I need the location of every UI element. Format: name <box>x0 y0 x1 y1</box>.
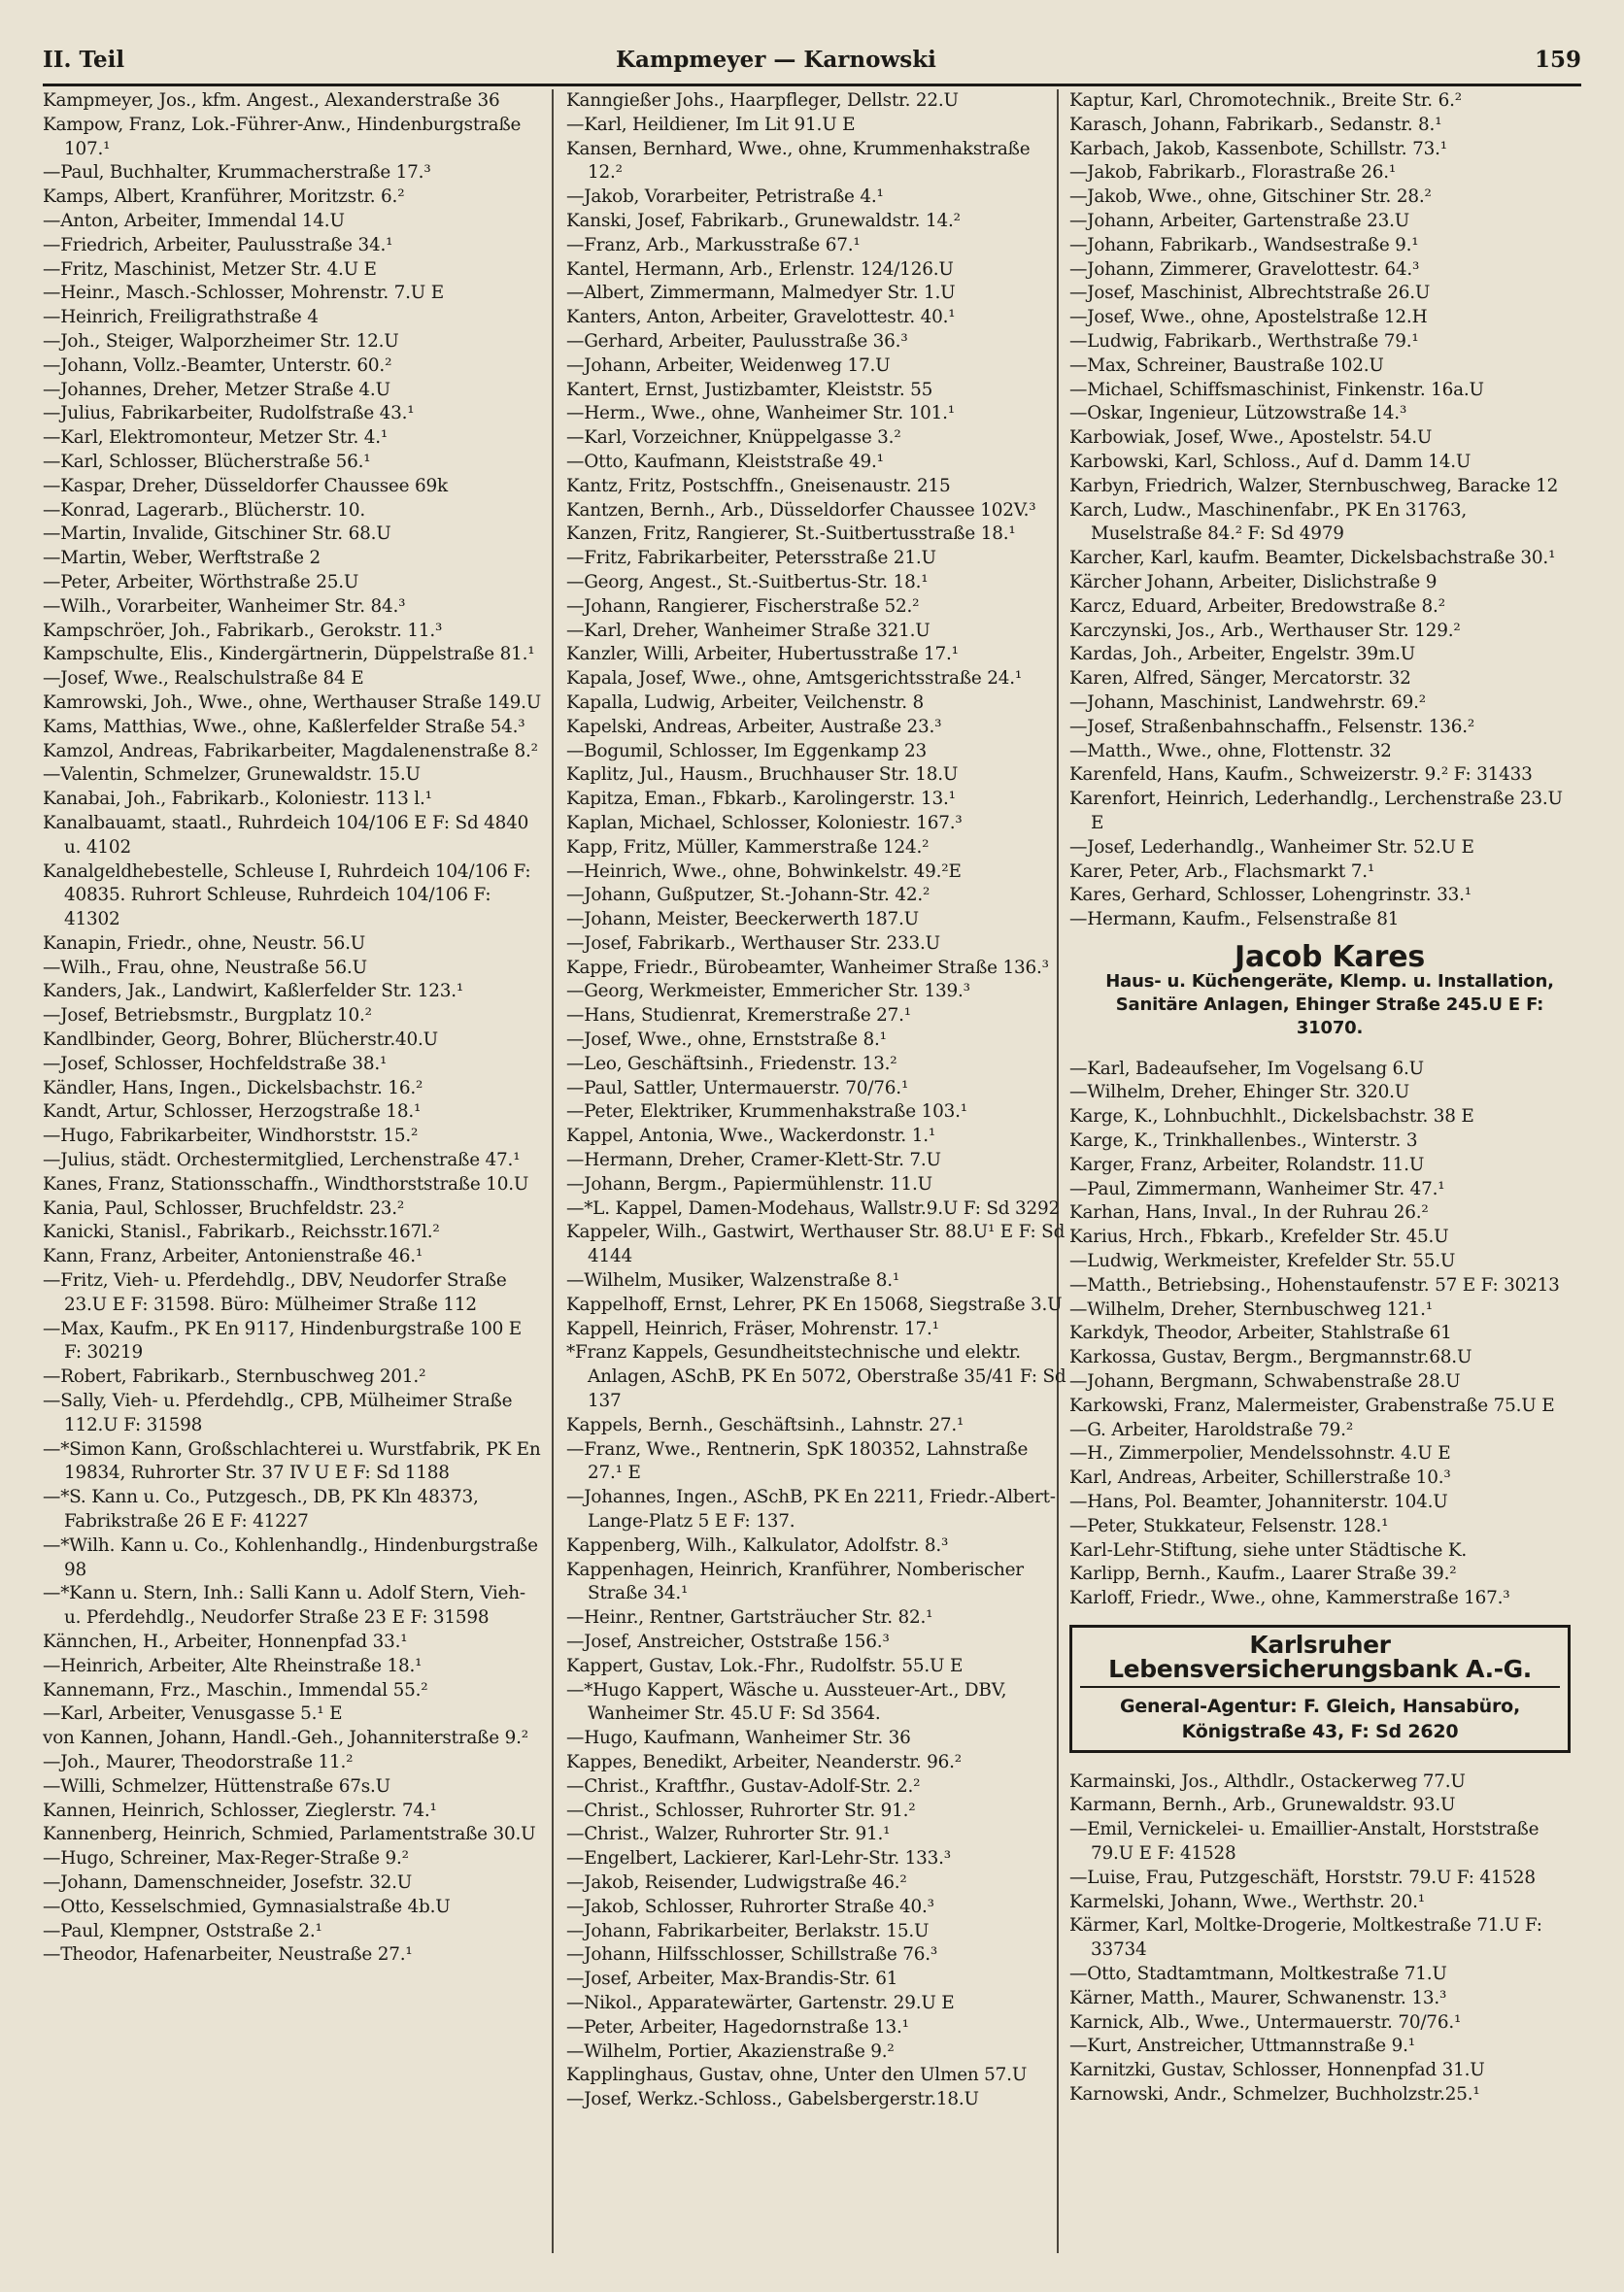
directory-entry: Karbowski, Karl, Schloss., Auf d. Damm 14.U <box>1069 451 1472 472</box>
directory-entry: —Johann, Arbeiter, Weidenweg 17.U <box>566 354 891 376</box>
advert-karlsruher <box>1069 1625 1571 1753</box>
directory-entry: Karloff, Friedr., Wwe., ohne, Kammerstraße 167.³ <box>1069 1588 1510 1609</box>
directory-entry: —Johann, Maschinist, Landwehrstr. 69.² <box>1069 691 1426 713</box>
directory-entry: —Johann, Meister, Beeckerwerth 187.U <box>566 909 919 930</box>
directory-entry: —Paul, Zimmermann, Wanheimer Str. 47.¹ <box>1069 1178 1445 1199</box>
directory-entry: —Christ., Kraftfhr., Gustav-Adolf-Str. 2.² <box>566 1775 921 1797</box>
directory-entry: Kann, Franz, Arbeiter, Antonienstraße 46.¹ <box>43 1246 423 1267</box>
directory-entry: Kärmer, Karl, Moltke-Drogerie, Moltkestraße 71.U F: 33734 <box>1069 1915 1542 1961</box>
directory-entry: Kamrowski, Joh., Wwe., ohne, Werthauser Straße 149.U <box>43 691 542 713</box>
column-1 <box>43 89 544 2273</box>
directory-entry: Karius, Hrch., Fbkarb., Krefelder Str. 45.U <box>1069 1227 1449 1248</box>
directory-entry: —Hugo, Schreiner, Max-Reger-Straße 9.² <box>43 1848 409 1870</box>
directory-entry: —Johann, Zimmerer, Gravelottestr. 64.³ <box>1069 258 1420 280</box>
directory-entry: Kanalbauamt, staatl., Ruhrdeich 104/106 E F: Sd 4840 u. 4102 <box>43 812 529 858</box>
directory-entry: —Valentin, Schmelzer, Grunewaldstr. 15.U <box>43 764 421 786</box>
directory-entry: —Jakob, Schlosser, Ruhrorter Straße 40.³ <box>566 1896 934 1917</box>
directory-entry: —Heinrich, Freiligrathstraße 4 <box>43 307 319 328</box>
directory-entry: Kanicki, Stanisl., Fabrikarb., Reichsstr.167l.² <box>43 1222 440 1243</box>
directory-entry: Kanapin, Friedr., ohne, Neustr. 56.U <box>43 932 366 954</box>
directory-entry: —Franz, Arb., Markusstraße 67.¹ <box>566 234 861 255</box>
directory-entry: Karbyn, Friedrich, Walzer, Sternbuschweg, Baracke 12 <box>1069 475 1559 496</box>
directory-entry: —Luise, Frau, Putzgeschäft, Horststr. 79.U F: 41528 <box>1069 1867 1536 1888</box>
directory-entry: —Matth., Betriebsing., Hohenstaufenstr. 57 E F: 30213 <box>1069 1274 1560 1296</box>
directory-entry: —Johann, Fabrikarb., Wandsestraße 9.¹ <box>1069 234 1419 255</box>
directory-entry: —Fritz, Maschinist, Metzer Str. 4.U E <box>43 258 377 280</box>
directory-entry: Kams, Matthias, Wwe., ohne, Kaßlerfelder Straße 54.³ <box>43 716 525 737</box>
header-section-label: II. Teil <box>43 47 125 73</box>
directory-entry: Kanders, Jak., Landwirt, Kaßlerfelder Str. 123.¹ <box>43 981 464 1002</box>
advert-jacob-kares <box>1089 939 1571 1040</box>
directory-entry: —Friedrich, Arbeiter, Paulusstraße 34.¹ <box>43 234 393 255</box>
directory-entry: —Josef, Werkz.-Schloss., Gabelsbergerstr.18.U <box>566 2089 979 2110</box>
directory-entry: Karmelski, Johann, Wwe., Werthstr. 20.¹ <box>1069 1891 1425 1912</box>
directory-entry: —Johannes, Ingen., ASchB, PK En 2211, Friedr.-Albert-Lange-Platz 5 E F: 137. <box>566 1487 1056 1533</box>
directory-entry: —Engelbert, Lackierer, Karl-Lehr-Str. 133.³ <box>566 1848 951 1870</box>
directory-entry: —Josef, Wwe., Realschulstraße 84 E <box>43 668 364 690</box>
directory-entry: Kärner, Matth., Maurer, Schwanenstr. 13.³ <box>1069 1987 1447 2008</box>
directory-entry: —Johann, Bergmann, Schwabenstraße 28.U <box>1069 1371 1461 1393</box>
advert-karlsruher-name: Karlsruher Lebensversicherungsbank A.-G. <box>1080 1634 1560 1688</box>
directory-entry: Kanters, Anton, Arbeiter, Gravelottestr. 40.¹ <box>566 307 956 328</box>
directory-entry: —Karl, Schlosser, Blücherstraße 56.¹ <box>43 451 371 472</box>
header-rule <box>43 84 1581 86</box>
directory-entry: —Paul, Klempner, Oststraße 2.¹ <box>43 1920 322 1941</box>
directory-entry: Kantert, Ernst, Justizbamter, Kleiststr. 55 <box>566 379 933 400</box>
directory-entry: —Matth., Wwe., ohne, Flottenstr. 32 <box>1069 740 1392 761</box>
directory-entry: Kappert, Gustav, Lok.-Fhr., Rudolfstr. 55.U E <box>566 1655 964 1676</box>
directory-entry: Kannenberg, Heinrich, Schmied, Parlamentstraße 30.U <box>43 1824 536 1845</box>
directory-entry: Kappels, Bernh., Geschäftsinh., Lahnstr. 27.¹ <box>566 1414 964 1435</box>
column-3-entries-bottom <box>1069 1770 1571 2107</box>
directory-entry: —Jakob, Reisender, Ludwigstraße 46.² <box>566 1871 907 1893</box>
directory-entry: Karl, Andreas, Arbeiter, Schillerstraße 10.³ <box>1069 1467 1451 1489</box>
page-header <box>43 47 1581 85</box>
directory-entry: —Johann, Arbeiter, Gartenstraße 23.U <box>1069 210 1410 231</box>
directory-entry: Kanzen, Fritz, Rangierer, St.-Suitbertusstraße 18.¹ <box>566 523 1016 545</box>
directory-entry: —Max, Kaufm., PK En 9117, Hindenburgstraße 100 E F: 30219 <box>43 1318 522 1364</box>
directory-entry: —Albert, Zimmermann, Malmedyer Str. 1.U <box>566 283 956 304</box>
directory-entry: —Johann, Rangierer, Fischerstraße 52.² <box>566 595 920 617</box>
directory-entry: Karenfort, Heinrich, Lederhandlg., Lerchenstraße 23.U E <box>1069 789 1563 833</box>
directory-entry: —Julius, städt. Orchestermitglied, Lerchenstraße 47.¹ <box>43 1150 521 1171</box>
column-divider-1 <box>552 89 554 2253</box>
directory-entry: Kampow, Franz, Lok.-Führer-Anw., Hindenburgstraße 107.¹ <box>43 114 522 159</box>
directory-entry: Karkdyk, Theodor, Arbeiter, Stahlstraße 61 <box>1069 1323 1452 1344</box>
directory-entry: —Georg, Angest., St.-Suitbertus-Str. 18.¹ <box>566 571 929 592</box>
directory-entry: Kanski, Josef, Fabrikarb., Grunewaldstr. 14.² <box>566 210 961 231</box>
directory-entry: Kaplan, Michael, Schlosser, Koloniestr. 167.³ <box>566 812 963 833</box>
directory-entry: —Fritz, Fabrikarbeiter, Petersstraße 21.U <box>566 548 936 569</box>
directory-entry: —Johann, Gußputzer, St.-Johann-Str. 42.² <box>566 885 930 906</box>
directory-entry: —*S. Kann u. Co., Putzgesch., DB, PK Kln 48373, Fabrikstraße 26 E F: 41227 <box>43 1487 479 1533</box>
page-number: 159 <box>1534 47 1581 73</box>
directory-entry: —Karl, Vorzeichner, Knüppelgasse 3.² <box>566 427 901 449</box>
directory-entry: Karger, Franz, Arbeiter, Rolandstr. 11.U <box>1069 1154 1425 1175</box>
directory-entry: —*L. Kappel, Damen-Modehaus, Wallstr.9.U F: Sd 3292 <box>566 1197 1060 1219</box>
directory-entry: —Michael, Schiffsmaschinist, Finkenstr. 16a.U <box>1069 379 1484 400</box>
directory-entry: —Johann, Fabrikarbeiter, Berlakstr. 15.U <box>566 1920 930 1941</box>
directory-entry: —Heinrich, Arbeiter, Alte Rheinstraße 18.¹ <box>43 1655 423 1676</box>
directory-entry: Kares, Gerhard, Schlosser, Lohengrinstr. 33.¹ <box>1069 885 1472 906</box>
directory-entry: Karmainski, Jos., Althdlr., Ostackerweg 77.U <box>1069 1770 1466 1792</box>
directory-entry: —Emil, Vernickelei- u. Emaillier-Anstalt, Horststraße 79.U E F: 41528 <box>1069 1819 1539 1864</box>
column-3-entries-top <box>1069 89 1571 932</box>
directory-entry: —Jakob, Fabrikarb., Florastraße 26.¹ <box>1069 162 1397 184</box>
column-3 <box>1069 89 1571 2273</box>
directory-entry: —*Hugo Kappert, Wäsche u. Aussteuer-Art., DBV, Wanheimer Str. 45.U F: Sd 3564. <box>566 1679 1007 1725</box>
directory-entry: —Joh., Maurer, Theodorstraße 11.² <box>43 1751 354 1772</box>
directory-entry: Karmann, Bernh., Arb., Grunewaldstr. 93.U <box>1069 1795 1456 1816</box>
directory-entry: Kanzler, Willi, Arbeiter, Hubertusstraße 17.¹ <box>566 644 959 665</box>
directory-entry: Kaplitz, Jul., Hausm., Bruchhauser Str. 18.U <box>566 764 959 786</box>
directory-entry: von Kannen, Johann, Handl.-Geh., Johanniterstraße 9.² <box>43 1728 528 1749</box>
directory-entry: —Josef, Wwe., ohne, Apostelstraße 12.H <box>1069 307 1428 328</box>
directory-entry: Kanes, Franz, Stationsschaffn., Windthorststraße 10.U <box>43 1173 529 1195</box>
directory-entry: Kanngießer Johs., Haarpfleger, Dellstr. 22.U <box>566 90 959 111</box>
directory-entry: Kapplinghaus, Gustav, ohne, Unter den Ulmen 57.U <box>566 2065 1028 2086</box>
directory-entry: —Julius, Fabrikarbeiter, Rudolfstraße 43.¹ <box>43 403 415 424</box>
directory-entry: —Hermann, Kaufm., Felsenstraße 81 <box>1069 909 1400 930</box>
directory-entry: Kapelski, Andreas, Arbeiter, Austraße 23.³ <box>566 716 942 737</box>
directory-entry: —Kaspar, Dreher, Düsseldorfer Chaussee 69k <box>43 475 448 496</box>
directory-entry: Kappenberg, Wilh., Kalkulator, Adolfstr. 8.³ <box>566 1534 949 1556</box>
directory-entry: Kantel, Hermann, Arb., Erlenstr. 124/126.U <box>566 258 954 280</box>
directory-entry: —Hans, Studienrat, Kremerstraße 27.¹ <box>566 1005 911 1027</box>
directory-entry: Karasch, Johann, Fabrikarb., Sedanstr. 8.¹ <box>1069 114 1442 135</box>
directory-entry: Karhan, Hans, Inval., In der Ruhrau 26.² <box>1069 1202 1429 1224</box>
directory-entry: Kändler, Hans, Ingen., Dickelsbachstr. 16.² <box>43 1077 423 1098</box>
directory-entry: —Anton, Arbeiter, Immendal 14.U <box>43 210 345 231</box>
directory-entry: —Josef, Betriebsmstr., Burgplatz 10.² <box>43 1005 372 1027</box>
directory-entry: —Johann, Hilfsschlosser, Schillstraße 76.³ <box>566 1944 938 1966</box>
directory-entry: —Nikol., Apparatewärter, Gartenstr. 29.U E <box>566 1992 955 2013</box>
directory-entry: —Fritz, Vieh- u. Pferdehdlg., DBV, Neudorfer Straße 23.U E F: 31598. Büro: Mülheimer Straße 112 <box>43 1270 507 1315</box>
directory-entry: Karge, K., Trinkhallenbes., Winterstr. 3 <box>1069 1130 1418 1152</box>
directory-entry: Karnowski, Andr., Schmelzer, Buchholzstr.25.¹ <box>1069 2083 1480 2105</box>
directory-entry: —Leo, Geschäftsinh., Friedenstr. 13.² <box>566 1053 897 1074</box>
directory-entry: Karbowiak, Josef, Wwe., Apostelstr. 54.U <box>1069 427 1433 449</box>
directory-entry: Karnitzki, Gustav, Schlosser, Honnenpfad 31.U <box>1069 2060 1485 2081</box>
advert-kares-name: Jacob Kares <box>1234 939 1425 974</box>
directory-entry: —Johann, Vollz.-Beamter, Unterstr. 60.² <box>43 354 392 376</box>
directory-entry: Karcher, Karl, kaufm. Beamter, Dickelsbachstraße 30.¹ <box>1069 548 1556 569</box>
directory-entry: —Johannes, Dreher, Metzer Straße 4.U <box>43 379 390 400</box>
directory-entry: Kappe, Friedr., Bürobeamter, Wanheimer Straße 136.³ <box>566 957 1049 978</box>
directory-entry: Karbach, Jakob, Kassenbote, Schillstr. 73.¹ <box>1069 138 1447 159</box>
directory-entry: Kapalla, Ludwig, Arbeiter, Veilchenstr. 8 <box>566 691 925 713</box>
directory-entry: Kampschulte, Elis., Kindergärtnerin, Düppelstraße 81.¹ <box>43 644 535 665</box>
directory-entry: —Josef, Wwe., ohne, Ernststraße 8.¹ <box>566 1029 887 1051</box>
directory-entry: Kannemann, Frz., Maschin., Immendal 55.² <box>43 1679 428 1701</box>
directory-entry: —Theodor, Hafenarbeiter, Neustraße 27.¹ <box>43 1944 413 1966</box>
directory-entry: Karkossa, Gustav, Bergm., Bergmannstr.68.U <box>1069 1347 1472 1368</box>
directory-entry: —Josef, Fabrikarb., Werthauser Str. 233.U <box>566 932 940 954</box>
directory-entry: —Josef, Lederhandlg., Wanheimer Str. 52.U E <box>1069 836 1474 858</box>
directory-entry: —Peter, Arbeiter, Wörthstraße 25.U <box>43 571 359 592</box>
directory-entry: Kamzol, Andreas, Fabrikarbeiter, Magdalenenstraße 8.² <box>43 740 538 761</box>
directory-entry: —Karl, Arbeiter, Venusgasse 5.¹ E <box>43 1703 343 1725</box>
directory-entry: Kappelhoff, Ernst, Lehrer, PK En 15068, Siegstraße 3.U <box>566 1294 1063 1315</box>
directory-entry: Karkowski, Franz, Malermeister, Grabenstraße 75.U E <box>1069 1395 1555 1416</box>
directory-entry: —Joh., Steiger, Walporzheimer Str. 12.U <box>43 330 399 352</box>
directory-entry: —Johann, Damenschneider, Josefstr. 32.U <box>43 1871 413 1893</box>
directory-entry: —Hugo, Fabrikarbeiter, Windhorststr. 15.² <box>43 1126 419 1147</box>
directory-entry: —Ludwig, Werkmeister, Krefelder Str. 55.U <box>1069 1251 1456 1272</box>
header-range-title: Kampmeyer — Karnowski <box>616 47 936 73</box>
directory-entry: Kapala, Josef, Wwe., ohne, Amtsgerichtsstraße 24.¹ <box>566 668 1023 690</box>
directory-entry: Kappes, Benedikt, Arbeiter, Neanderstr. 96.² <box>566 1751 962 1772</box>
directory-entry: —Otto, Kaufmann, Kleiststraße 49.¹ <box>566 451 884 472</box>
column-2 <box>566 89 1067 2273</box>
directory-entry: —G. Arbeiter, Haroldstraße 79.² <box>1069 1419 1354 1440</box>
directory-entry: —Peter, Arbeiter, Hagedornstraße 13.¹ <box>566 2016 909 2038</box>
directory-entry: —Josef, Straßenbahnschaffn., Felsenstr. 136.² <box>1069 716 1475 737</box>
directory-entry: Karnick, Alb., Wwe., Untermauerstr. 70/76.¹ <box>1069 2011 1462 2033</box>
directory-entry: —Otto, Kesselschmied, Gymnasialstraße 4b.U <box>43 1896 451 1917</box>
directory-entry: Kandlbinder, Georg, Bohrer, Blücherstr.40.U <box>43 1029 438 1051</box>
directory-entry: Kappell, Heinrich, Fräser, Mohrenstr. 17.¹ <box>566 1318 939 1339</box>
column-3-entries-middle <box>1069 1058 1571 1611</box>
directory-entry: Kantzen, Bernh., Arb., Düsseldorfer Chaussee 102V.³ <box>566 499 1036 521</box>
directory-entry: Karen, Alfred, Sänger, Mercatorstr. 32 <box>1069 668 1411 690</box>
directory-entry: *Franz Kappels, Gesundheitstechnische und elektr. Anlagen, ASchB, PK En 5072, Oberstraße 35/41 F: Sd 137 <box>566 1342 1066 1412</box>
directory-entry: —Hermann, Dreher, Cramer-Klett-Str. 7.U <box>566 1150 941 1171</box>
directory-entry: Kampmeyer, Jos., kfm. Angest., Alexanderstraße 36 <box>43 90 500 111</box>
directory-entry: Kanalgeldhebestelle, Schleuse I, Ruhrdeich 104/106 F: 40835. Ruhrort Schleuse, Ruhrdeich 104/106 F: 41302 <box>43 860 531 930</box>
directory-entry: Karczynski, Jos., Arb., Werthauser Str. 129.² <box>1069 620 1461 641</box>
directory-entry: —Konrad, Lagerarb., Blücherstr. 10. <box>43 499 366 521</box>
directory-entry: —Hans, Pol. Beamter, Johanniterstr. 104.U <box>1069 1492 1448 1513</box>
directory-entry: Karl-Lehr-Stiftung, siehe unter Städtische K. <box>1069 1539 1468 1561</box>
directory-entry: —Martin, Weber, Werftstraße 2 <box>43 548 321 569</box>
directory-entry: —Paul, Buchhalter, Krummacherstraße 17.³ <box>43 162 431 184</box>
directory-entry: —Josef, Anstreicher, Oststraße 156.³ <box>566 1632 890 1652</box>
directory-entry: Kärcher Johann, Arbeiter, Dislichstraße 9 <box>1069 571 1438 592</box>
directory-entry: —Christ., Walzer, Ruhrorter Str. 91.¹ <box>566 1824 891 1845</box>
directory-entry: Karer, Peter, Arb., Flachsmarkt 7.¹ <box>1069 860 1375 882</box>
directory-entry: —Karl, Badeaufseher, Im Vogelsang 6.U <box>1069 1058 1424 1079</box>
directory-entry: Kamps, Albert, Kranführer, Moritzstr. 6.² <box>43 186 405 208</box>
directory-entry: —Heinr., Masch.-Schlosser, Mohrenstr. 7.U E <box>43 283 444 304</box>
directory-entry: —Martin, Invalide, Gitschiner Str. 68.U <box>43 523 391 545</box>
directory-entry: —Wilh., Frau, ohne, Neustraße 56.U <box>43 957 367 978</box>
directory-entry: —Gerhard, Arbeiter, Paulusstraße 36.³ <box>566 330 908 352</box>
directory-entry: Kapp, Fritz, Müller, Kammerstraße 124.² <box>566 836 930 858</box>
directory-entry: Kardas, Joh., Arbeiter, Engelstr. 39m.U <box>1069 644 1416 665</box>
directory-entry: Kaptur, Karl, Chromotechnik., Breite Str. 6.² <box>1069 90 1462 111</box>
directory-entry: —Peter, Stukkateur, Felsenstr. 128.¹ <box>1069 1515 1389 1536</box>
directory-entry: —Jakob, Wwe., ohne, Gitschiner Str. 28.² <box>1069 186 1432 208</box>
directory-entry: —Wilhelm, Portier, Akazienstraße 9.² <box>566 2040 895 2062</box>
directory-entry: Karge, K., Lohnbuchhlt., Dickelsbachstr. 38 E <box>1069 1106 1474 1128</box>
directory-entry: —*Wilh. Kann u. Co., Kohlenhandlg., Hindenburgstraße 98 <box>43 1534 538 1580</box>
advert-kares-text: Haus- u. Küchengeräte, Klemp. u. Installation, Sanitäre Anlagen, Ehinger Straße 245.U E F: 31070. <box>1105 970 1554 1038</box>
directory-entry: —Karl, Dreher, Wanheimer Straße 321.U <box>566 620 930 641</box>
directory-entry: —Ludwig, Fabrikarb., Werthstraße 79.¹ <box>1069 330 1419 352</box>
directory-entry: Karenfeld, Hans, Kaufm., Schweizerstr. 9.² F: 31433 <box>1069 764 1533 786</box>
directory-entry: —Wilh., Vorarbeiter, Wanheimer Str. 84.³ <box>43 595 406 617</box>
advert-karlsruher-text: General-Agentur: F. Gleich, Hansabüro, Königstraße 43, F: Sd 2620 <box>1119 1695 1521 1742</box>
directory-entry: —Kurt, Anstreicher, Uttmannstraße 9.¹ <box>1069 2036 1415 2057</box>
directory-entry: Kannen, Heinrich, Schlosser, Zieglerstr. 74.¹ <box>43 1800 437 1821</box>
directory-entry: —Karl, Elektromonteur, Metzer Str. 4.¹ <box>43 427 389 449</box>
directory-entry: —Franz, Wwe., Rentnerin, SpK 180352, Lahnstraße 27.¹ E <box>566 1438 1029 1484</box>
directory-entry: —*Kann u. Stern, Inh.: Salli Kann u. Adolf Stern, Vieh- u. Pferdehdlg., Neudorfer Straße 23 E F: 31598 <box>43 1583 525 1629</box>
directory-entry: Kännchen, H., Arbeiter, Honnenpfad 33.¹ <box>43 1632 408 1652</box>
directory-entry: —Heinrich, Wwe., ohne, Bohwinkelstr. 49.²E <box>566 860 962 882</box>
directory-entry: —Christ., Schlosser, Ruhrorter Str. 91.² <box>566 1800 916 1821</box>
directory-entry: Kappel, Antonia, Wwe., Wackerdonstr. 1.¹ <box>566 1126 936 1147</box>
directory-entry: Kanabai, Joh., Fabrikarb., Koloniestr. 113 l.¹ <box>43 789 432 810</box>
directory-entry: —Karl, Heildiener, Im Lit 91.U E <box>566 114 856 135</box>
directory-entry: —Johann, Bergm., Papiermühlenstr. 11.U <box>566 1173 932 1195</box>
directory-entry: —H., Zimmerpolier, Mendelssohnstr. 4.U E <box>1069 1443 1451 1465</box>
directory-entry: Kania, Paul, Schlosser, Bruchfeldstr. 23.² <box>43 1197 405 1219</box>
directory-entry: —Sally, Vieh- u. Pferdehdlg., CPB, Mülheimer Straße 112.U F: 31598 <box>43 1391 513 1435</box>
directory-entry: —Wilhelm, Musiker, Walzenstraße 8.¹ <box>566 1270 900 1292</box>
directory-entry: —Wilhelm, Dreher, Ehinger Str. 320.U <box>1069 1082 1410 1103</box>
directory-entry: —Josef, Arbeiter, Max-Brandis-Str. 61 <box>566 1969 898 1990</box>
directory-entry: Kappeler, Wilh., Gastwirt, Werthauser Str. 88.U¹ E F: Sd 4144 <box>566 1222 1066 1267</box>
directory-entry: —Josef, Maschinist, Albrechtstraße 26.U <box>1069 283 1431 304</box>
directory-entry: —Heinr., Rentner, Gartsträucher Str. 82.¹ <box>566 1607 933 1629</box>
directory-entry: Kampschröer, Joh., Fabrikarb., Gerokstr. 11.³ <box>43 620 443 641</box>
directory-entry: —Bogumil, Schlosser, Im Eggenkamp 23 <box>566 740 928 761</box>
directory-entry: —Peter, Elektriker, Krummenhakstraße 103.¹ <box>566 1101 967 1123</box>
directory-entry: Kansen, Bernhard, Wwe., ohne, Krummenhakstraße 12.² <box>566 138 1031 184</box>
directory-entry: Karch, Ludw., Maschinenfabr., PK En 31763, Muselstraße 84.² F: Sd 4979 <box>1069 499 1467 545</box>
directory-entry: —Jakob, Vorarbeiter, Petristraße 4.¹ <box>566 186 884 208</box>
directory-entry: Kandt, Artur, Schlosser, Herzogstraße 18.¹ <box>43 1101 422 1123</box>
directory-entry: Karcz, Eduard, Arbeiter, Bredowstraße 8.² <box>1069 595 1445 617</box>
directory-entry: Kappenhagen, Heinrich, Kranführer, Nomberischer Straße 34.¹ <box>566 1559 1024 1604</box>
directory-entry: Karlipp, Bernh., Kaufm., Laarer Straße 39.² <box>1069 1564 1457 1585</box>
directory-entry: Kantz, Fritz, Postschffn., Gneisenaustr. 215 <box>566 475 951 496</box>
directory-entry: —Wilhelm, Dreher, Sternbuschweg 121.¹ <box>1069 1298 1433 1320</box>
directory-entry: —Max, Schreiner, Baustraße 102.U <box>1069 354 1384 376</box>
directory-entry: —Josef, Schlosser, Hochfeldstraße 38.¹ <box>43 1053 388 1074</box>
directory-entry: —Hugo, Kaufmann, Wanheimer Str. 36 <box>566 1728 911 1749</box>
directory-entry: —Otto, Stadtamtmann, Moltkestraße 71.U <box>1069 1963 1447 1984</box>
directory-entry: —Robert, Fabrikarb., Sternbuschweg 201.² <box>43 1366 426 1388</box>
directory-entry: —Herm., Wwe., ohne, Wanheimer Str. 101.¹ <box>566 403 955 424</box>
directory-entry: —Paul, Sattler, Untermauerstr. 70/76.¹ <box>566 1077 909 1098</box>
directory-entry: —Willi, Schmelzer, Hüttenstraße 67s.U <box>43 1775 390 1797</box>
directory-entry: —Georg, Werkmeister, Emmericher Str. 139.³ <box>566 981 970 1002</box>
directory-entry: Kapitza, Eman., Fbkarb., Karolingerstr. 13.¹ <box>566 789 956 810</box>
directory-entry: —*Simon Kann, Großschlachterei u. Wurstfabrik, PK En 19834, Ruhrorter Str. 37 IV U E F: Sd 1188 <box>43 1438 541 1484</box>
directory-entry: —Oskar, Ingenieur, Lützowstraße 14.³ <box>1069 403 1407 424</box>
